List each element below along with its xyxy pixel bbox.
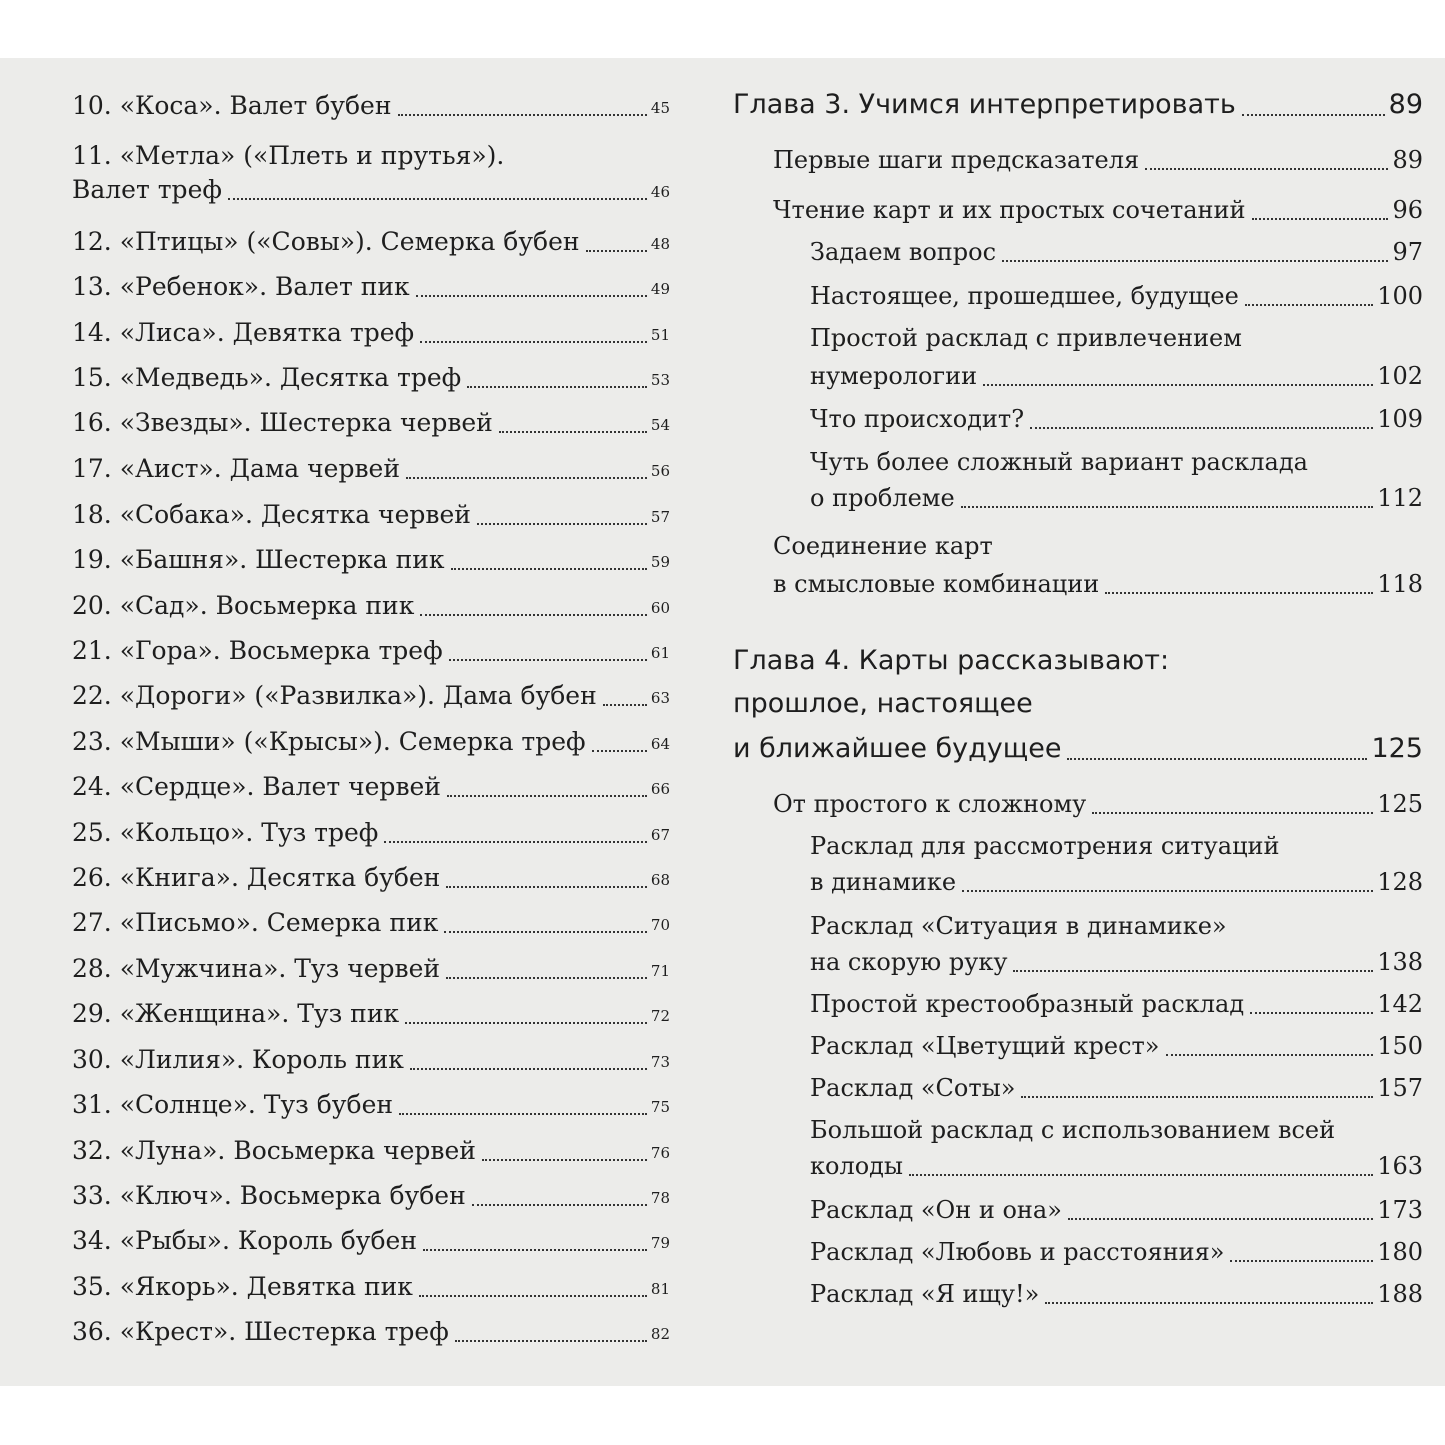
chapter-title: Глава 3. Учимся интерпретировать [733,89,1236,120]
entry-title: 21. «Гора». Восьмерка треф [72,636,443,665]
toc-entry [773,194,1423,226]
entry-title: Что происходит? [810,405,1025,433]
toc-entry [72,90,670,122]
entry-title: 36. «Крест». Шестерка треф [72,1317,449,1346]
leader-dots [228,198,647,200]
entry-title: 17. «Аист». Дама червей [72,454,401,483]
toc-entry [72,407,670,439]
entry-title: о проблеме [810,484,955,512]
entry-page: 180 [1377,1238,1423,1266]
toc-entry [72,590,670,622]
toc-entry [72,635,670,667]
leader-dots [1030,427,1373,429]
leader-dots [1145,168,1388,170]
entry-title: 29. «Женщина». Туз пик [72,999,400,1028]
entry-title: 33. «Ключ». Восьмерка бубен [72,1181,466,1210]
leader-dots [410,1068,647,1070]
entry-title: Расклад «Я ищу!» [810,1280,1040,1308]
entry-page: 53 [650,371,670,389]
entry-title: 19. «Башня». Шестерка пик [72,545,445,574]
entry-title: 23. «Мыши» («Крысы»). Семерка треф [72,727,586,756]
entry-page: 82 [650,1325,670,1343]
toc-entry [810,280,1423,312]
chapter-heading [733,732,1423,766]
chapter-page: 89 [1388,89,1423,120]
entry-title: 31. «Солнце». Туз бубен [72,1090,394,1119]
toc-entry [810,988,1423,1020]
entry-title: Простой крестообразный расклад [810,990,1245,1018]
toc-entry [72,226,670,258]
entry-page: 61 [650,644,670,662]
leader-dots [586,250,647,252]
entry-page: 173 [1377,1196,1423,1224]
leader-dots [399,1113,647,1115]
toc-entry [72,317,670,349]
leader-dots [477,523,647,525]
toc-entry [72,1316,670,1348]
entry-page: 71 [650,962,670,980]
entry-title: Расклад «Соты» [810,1074,1016,1102]
leader-dots [472,1204,647,1206]
toc-entry [72,1135,670,1167]
toc-entry [72,362,670,394]
toc-entry [72,907,670,939]
entry-title: на скорую руку [810,948,1008,976]
leader-dots [499,431,647,433]
entry-title: 32. «Луна». Восьмерка червей [72,1136,476,1165]
leader-dots [1252,218,1389,220]
toc-entry [810,946,1423,978]
entry-page: 63 [650,689,670,707]
entry-page: 96 [1392,196,1423,224]
toc-entry [810,360,1423,392]
leader-dots [444,931,647,933]
toc-entry [72,499,670,531]
leader-dots [447,795,647,797]
entry-title: нумерологии [810,362,978,390]
toc-entry [72,998,670,1030]
entry-page: 70 [650,916,670,934]
entry-page: 112 [1377,484,1423,512]
leader-dots [420,341,647,343]
entry-page: 157 [1377,1074,1423,1102]
toc-entry [72,726,670,758]
toc-entry [810,236,1423,268]
entry-page: 54 [650,416,670,434]
entry-page: 100 [1377,282,1423,310]
entry-title: 26. «Книга». Десятка бубен [72,863,441,892]
entry-title: 34. «Рыбы». Король бубен [72,1226,418,1255]
toc-entry [810,1150,1423,1182]
leader-dots [420,614,647,616]
entry-title: в динамике [810,868,957,896]
entry-page: 78 [650,1189,670,1207]
entry-page: 48 [650,235,670,253]
toc-entry [72,817,670,849]
entry-title: 30. «Лилия». Король пик [72,1045,404,1074]
leader-dots [1105,592,1373,594]
entry-title-line1: Чуть более сложный вариант расклада [810,448,1308,476]
leader-dots [961,506,1374,508]
entry-title-line1: Большой расклад с использованием всей [810,1116,1336,1144]
toc-entry [810,1194,1423,1226]
entry-title: 15. «Медведь». Десятка треф [72,363,462,392]
entry-title-line1: Соединение карт [773,532,993,560]
leader-dots [449,659,647,661]
entry-title-line1: Расклад для рассмотрения ситуаций [810,832,1280,860]
entry-page: 79 [650,1234,670,1252]
leader-dots [1068,1218,1373,1220]
entry-title: 18. «Собака». Десятка червей [72,500,471,529]
entry-page: 66 [650,780,670,798]
entry-title: 16. «Звезды». Шестерка червей [72,408,493,437]
toc-entry [72,453,670,485]
entry-page: 128 [1377,868,1423,896]
entry-page: 46 [650,183,670,201]
entry-page: 125 [1377,790,1423,818]
toc-entry [72,680,670,712]
entry-title: 12. «Птицы» («Совы»). Семерка бубен [72,227,580,256]
entry-page: 109 [1377,405,1423,433]
entry-title-line1: 11. «Метла» («Плеть и прутья»). [72,141,505,170]
leader-dots [1245,304,1373,306]
chapter-title: и ближайшее будущее [733,733,1062,764]
leader-dots [592,750,647,752]
leader-dots [1045,1302,1373,1304]
leader-dots [1067,758,1367,760]
toc-entry [810,1278,1423,1310]
entry-page: 60 [650,599,670,617]
leader-dots [405,1022,647,1024]
leader-dots [446,977,647,979]
entry-page: 64 [650,735,670,753]
entry-page: 59 [650,553,670,571]
entry-page: 51 [650,326,670,344]
entry-page: 49 [650,280,670,298]
toc-entry [72,1225,670,1257]
leader-dots [467,386,647,388]
entry-title: Настоящее, прошедшее, будущее [810,282,1239,310]
toc-entry [72,1180,670,1212]
leader-dots [455,1340,647,1342]
entry-title: колоды [810,1152,904,1180]
leader-dots [1013,970,1373,972]
leader-dots [398,114,647,116]
entry-title: Задаем вопрос [810,238,997,266]
entry-page: 57 [650,508,670,526]
entry-title-line1: Расклад «Ситуация в динамике» [810,912,1227,940]
entry-title-line1: Простой расклад с привлечением [810,324,1242,352]
entry-page: 56 [650,462,670,480]
book-spread [0,58,1445,1386]
entry-title: 20. «Сад». Восьмерка пик [72,591,415,620]
toc-entry [72,1044,670,1076]
chapter-page: 125 [1371,733,1423,764]
entry-title: 22. «Дороги» («Развилка»). Дама бубен [72,681,597,710]
leader-dots [603,704,647,706]
entry-title: Расклад «Любовь и расстояния» [810,1238,1225,1266]
entry-page: 138 [1377,948,1423,976]
toc-entry [810,866,1423,898]
chapter-title-line2: прошлое, настоящее [733,688,1033,719]
leader-dots [1250,1012,1373,1014]
toc-entry [810,482,1423,514]
toc-entry [72,862,670,894]
toc-entry [72,544,670,576]
entry-page: 97 [1392,238,1423,266]
leader-dots [423,1249,647,1251]
entry-page: 76 [650,1144,670,1162]
entry-title: От простого к сложному [773,790,1087,818]
entry-page: 188 [1377,1280,1423,1308]
leader-dots [416,295,647,297]
leader-dots [451,568,647,570]
leader-dots [909,1174,1373,1176]
chapter-title-line1: Глава 4. Карты рассказывают: [733,645,1170,676]
entry-page: 75 [650,1098,670,1116]
entry-title: 10. «Коса». Валет бубен [72,91,392,120]
leader-dots [1092,812,1373,814]
entry-page: 73 [650,1053,670,1071]
entry-title: 35. «Якорь». Девятка пик [72,1272,413,1301]
toc-entry [773,144,1423,176]
leader-dots [1002,260,1388,262]
toc-entry [72,953,670,985]
leader-dots [419,1295,647,1297]
entry-page: 163 [1377,1152,1423,1180]
leader-dots [384,841,647,843]
entry-title: 25. «Кольцо». Туз треф [72,818,379,847]
leader-dots [983,384,1373,386]
entry-title: 14. «Лиса». Девятка треф [72,318,415,347]
toc-entry [810,1030,1423,1062]
entry-title: Первые шаги предсказателя [773,146,1140,174]
entry-page: 45 [650,99,670,117]
entry-title: Валет треф [72,175,222,204]
toc-entry [810,1072,1423,1104]
entry-title: 13. «Ребенок». Валет пик [72,272,410,301]
toc-entry [773,788,1423,820]
leader-dots [1166,1054,1374,1056]
entry-title: 24. «Сердце». Валет червей [72,772,441,801]
chapter-heading [733,88,1423,122]
entry-page: 67 [650,826,670,844]
entry-title: 28. «Мужчина». Туз червей [72,954,441,983]
toc-entry [72,174,670,206]
toc-entry [72,271,670,303]
leader-dots [1242,114,1385,116]
entry-page: 102 [1377,362,1423,390]
leader-dots [1021,1096,1373,1098]
entry-page: 89 [1392,146,1423,174]
entry-page: 118 [1377,570,1423,598]
toc-entry [72,1089,670,1121]
entry-page: 150 [1377,1032,1423,1060]
toc-entry [810,403,1423,435]
toc-entry [72,1271,670,1303]
leader-dots [1230,1260,1373,1262]
entry-page: 81 [650,1280,670,1298]
leader-dots [482,1159,647,1161]
entry-title: Расклад «Он и она» [810,1196,1062,1224]
entry-page: 72 [650,1007,670,1025]
leader-dots [962,890,1373,892]
entry-title: 27. «Письмо». Семерка пик [72,908,439,937]
entry-page: 142 [1377,990,1423,1018]
toc-entry [773,568,1423,600]
entry-page: 68 [650,871,670,889]
toc-entry [72,771,670,803]
entry-title: Расклад «Цветущий крест» [810,1032,1160,1060]
leader-dots [406,477,647,479]
leader-dots [446,886,647,888]
entry-title: Чтение карт и их простых сочетаний [773,196,1246,224]
toc-entry [810,1236,1423,1268]
entry-title: в смысловые комбинации [773,570,1100,598]
